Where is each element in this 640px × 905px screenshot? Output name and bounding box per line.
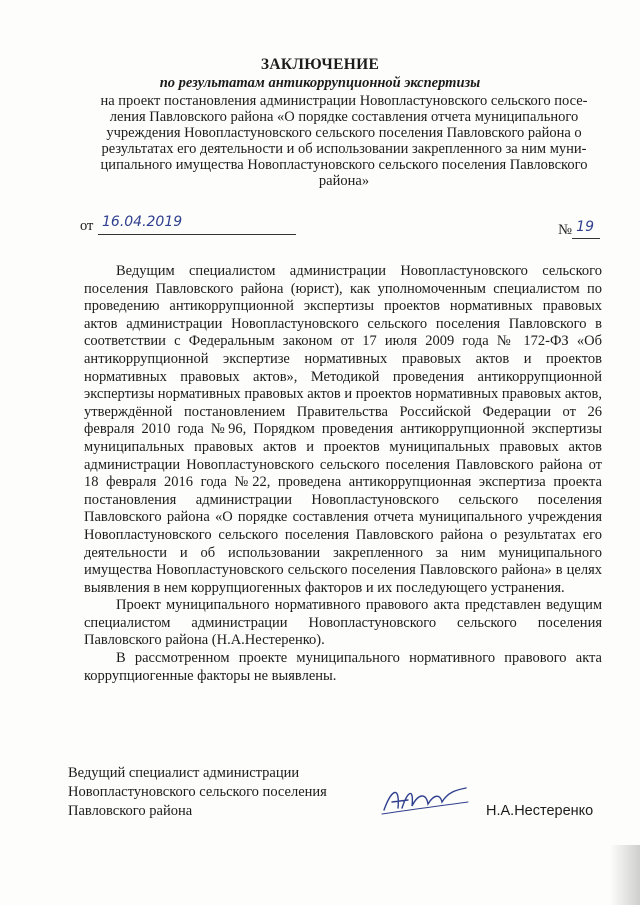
date-label: от — [80, 218, 94, 234]
subject-line: района» — [318, 173, 370, 189]
document-subtitle: по результатам антикоррупционной экспертизы — [159, 75, 481, 91]
subject-line: ципального имущества Новопластуновского сельского поселения Павловского — [100, 157, 588, 173]
document-subject — [88, 93, 600, 189]
signer-position — [68, 764, 368, 821]
number-label: № — [558, 222, 572, 238]
signer-name: Н.А.Нестеренко — [486, 803, 594, 819]
subject-line: учреждения Новопластуновского сельского поселения Павловского района о — [106, 125, 582, 141]
signer-position-line: Новопластуновского сельского поселения — [68, 784, 327, 800]
paragraph: Ведущим специалистом администрации Новопластуновского сельского поселения Павловского района (юрист), как уполномоченным специалистом по проведению антикоррупционной экспертизы проектов нормативных правовых актов администрации Новопластуновского сельского поселения Павловского в соответствии с Федеральным законом от 17 июля 2009 года № 172-ФЗ «Об антикоррупционной экспертизе нормативных правовых актов и проектов нормативных правовых актов», Методикой проведения антикоррупционной экспертизы нормативных правовых актов и проектов нормативных правовых актов, утверждённой постановлением Правительства Российской Федерации от 26 февраля 2010 года №96, Порядком проведения антикоррупционной экспертизы муниципальных правовых актов и проектов муниципальных правовых актов администрации Новопластуновского сельского поселения Павловского района от 18 февраля 2016 года №22, проведена антикоррупционная экспертиза проекта постановления администрации Новопластуновского сельского поселения Павловского района «О порядке составления отчета муниципального учреждения Новопластуновского сельского поселения Павловского района о результатах его деятельности и об использовании закрепленного за ним муниципального имущества Новопластуновского сельского поселения Павловского района» в целях выявления в нем коррупциогенных факторов и их последующего устранения. — [84, 263, 602, 596]
date-number-row — [80, 214, 600, 240]
document-title: ЗАКЛЮЧЕНИЕ — [260, 56, 380, 73]
handwritten-signature — [378, 780, 472, 820]
date-underline — [98, 234, 296, 235]
paragraph: Проект муниципального нормативного правового акта представлен ведущим специалистом администрации Новопластуновского сельского поселения Павловского района (Н.А.Нестеренко). — [84, 597, 602, 649]
conclusion-body — [84, 263, 602, 685]
signer-position-line: Ведущий специалист администрации — [68, 765, 300, 781]
paragraph: В рассмотренном проекте муниципального нормативного правового акта коррупциогенные факторы не выявлены. — [84, 650, 602, 684]
subject-line: результатах его деятельности и об использовании закрепленного за ним муни- — [101, 141, 587, 157]
subject-line: на проект постановления администрации Новопластуновского сельского посе- — [100, 93, 588, 109]
scan-shadow — [610, 845, 640, 905]
date-value: 16.04.2019 — [102, 214, 183, 230]
subject-line: ления Павловского района «О порядке составления отчета муниципального — [109, 109, 579, 125]
number-value: 19 — [576, 219, 594, 235]
number-underline — [572, 238, 600, 239]
signer-position-line: Павловского района — [68, 803, 193, 819]
